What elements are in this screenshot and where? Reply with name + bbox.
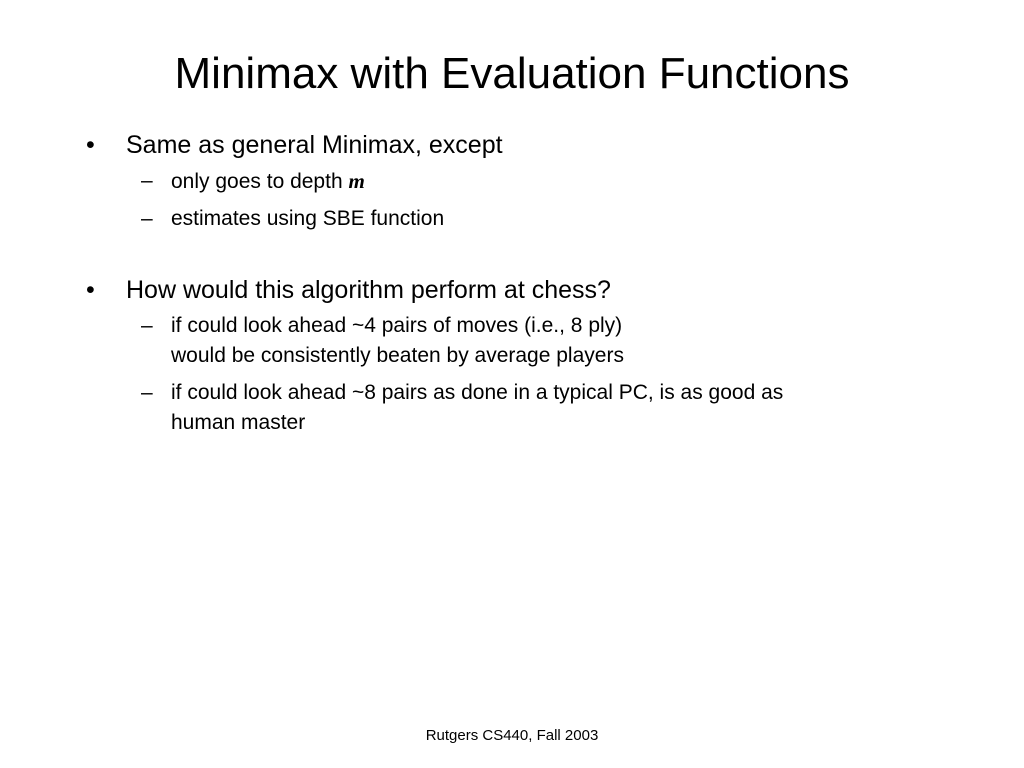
sub-bullet-item [86,204,956,234]
sub-bullet-line: if could look ahead ~4 pairs of moves (i.e., 8 ply) [171,314,623,337]
dash-marker: – [141,314,153,337]
sub-bullet-line: would be consistently beaten by average players [171,344,624,367]
sub-bullet-list [86,311,956,438]
sub-bullet-line: if could look ahead ~8 pairs as done in a typical PC, is as good as [171,381,784,404]
sub-bullet-item [86,378,956,438]
sub-bullet-text: estimates using SBE function [171,207,445,230]
dash-marker: – [141,169,153,192]
sub-bullet-text: only goes to depth [171,170,349,193]
slide-content [86,128,956,445]
depth-variable: m [348,169,365,193]
bullet-marker: • [86,276,95,304]
slide-footer: Rutgers CS440, Fall 2003 [425,727,599,744]
sub-bullet-line: human master [171,411,306,434]
bullet-text: How would this algorithm perform at chess? [126,276,611,304]
slide-title: Minimax with Evaluation Functions [174,49,850,98]
spacer [86,241,956,273]
dash-marker: – [141,381,153,404]
dash-marker: – [141,207,153,230]
bullet-item [86,128,956,162]
bullet-item [86,273,956,307]
bullet-marker: • [86,131,95,159]
bullet-text: Same as general Minimax, except [126,131,503,159]
sub-bullet-list [86,166,956,234]
sub-bullet-item [86,311,956,371]
sub-bullet-item [86,166,956,197]
